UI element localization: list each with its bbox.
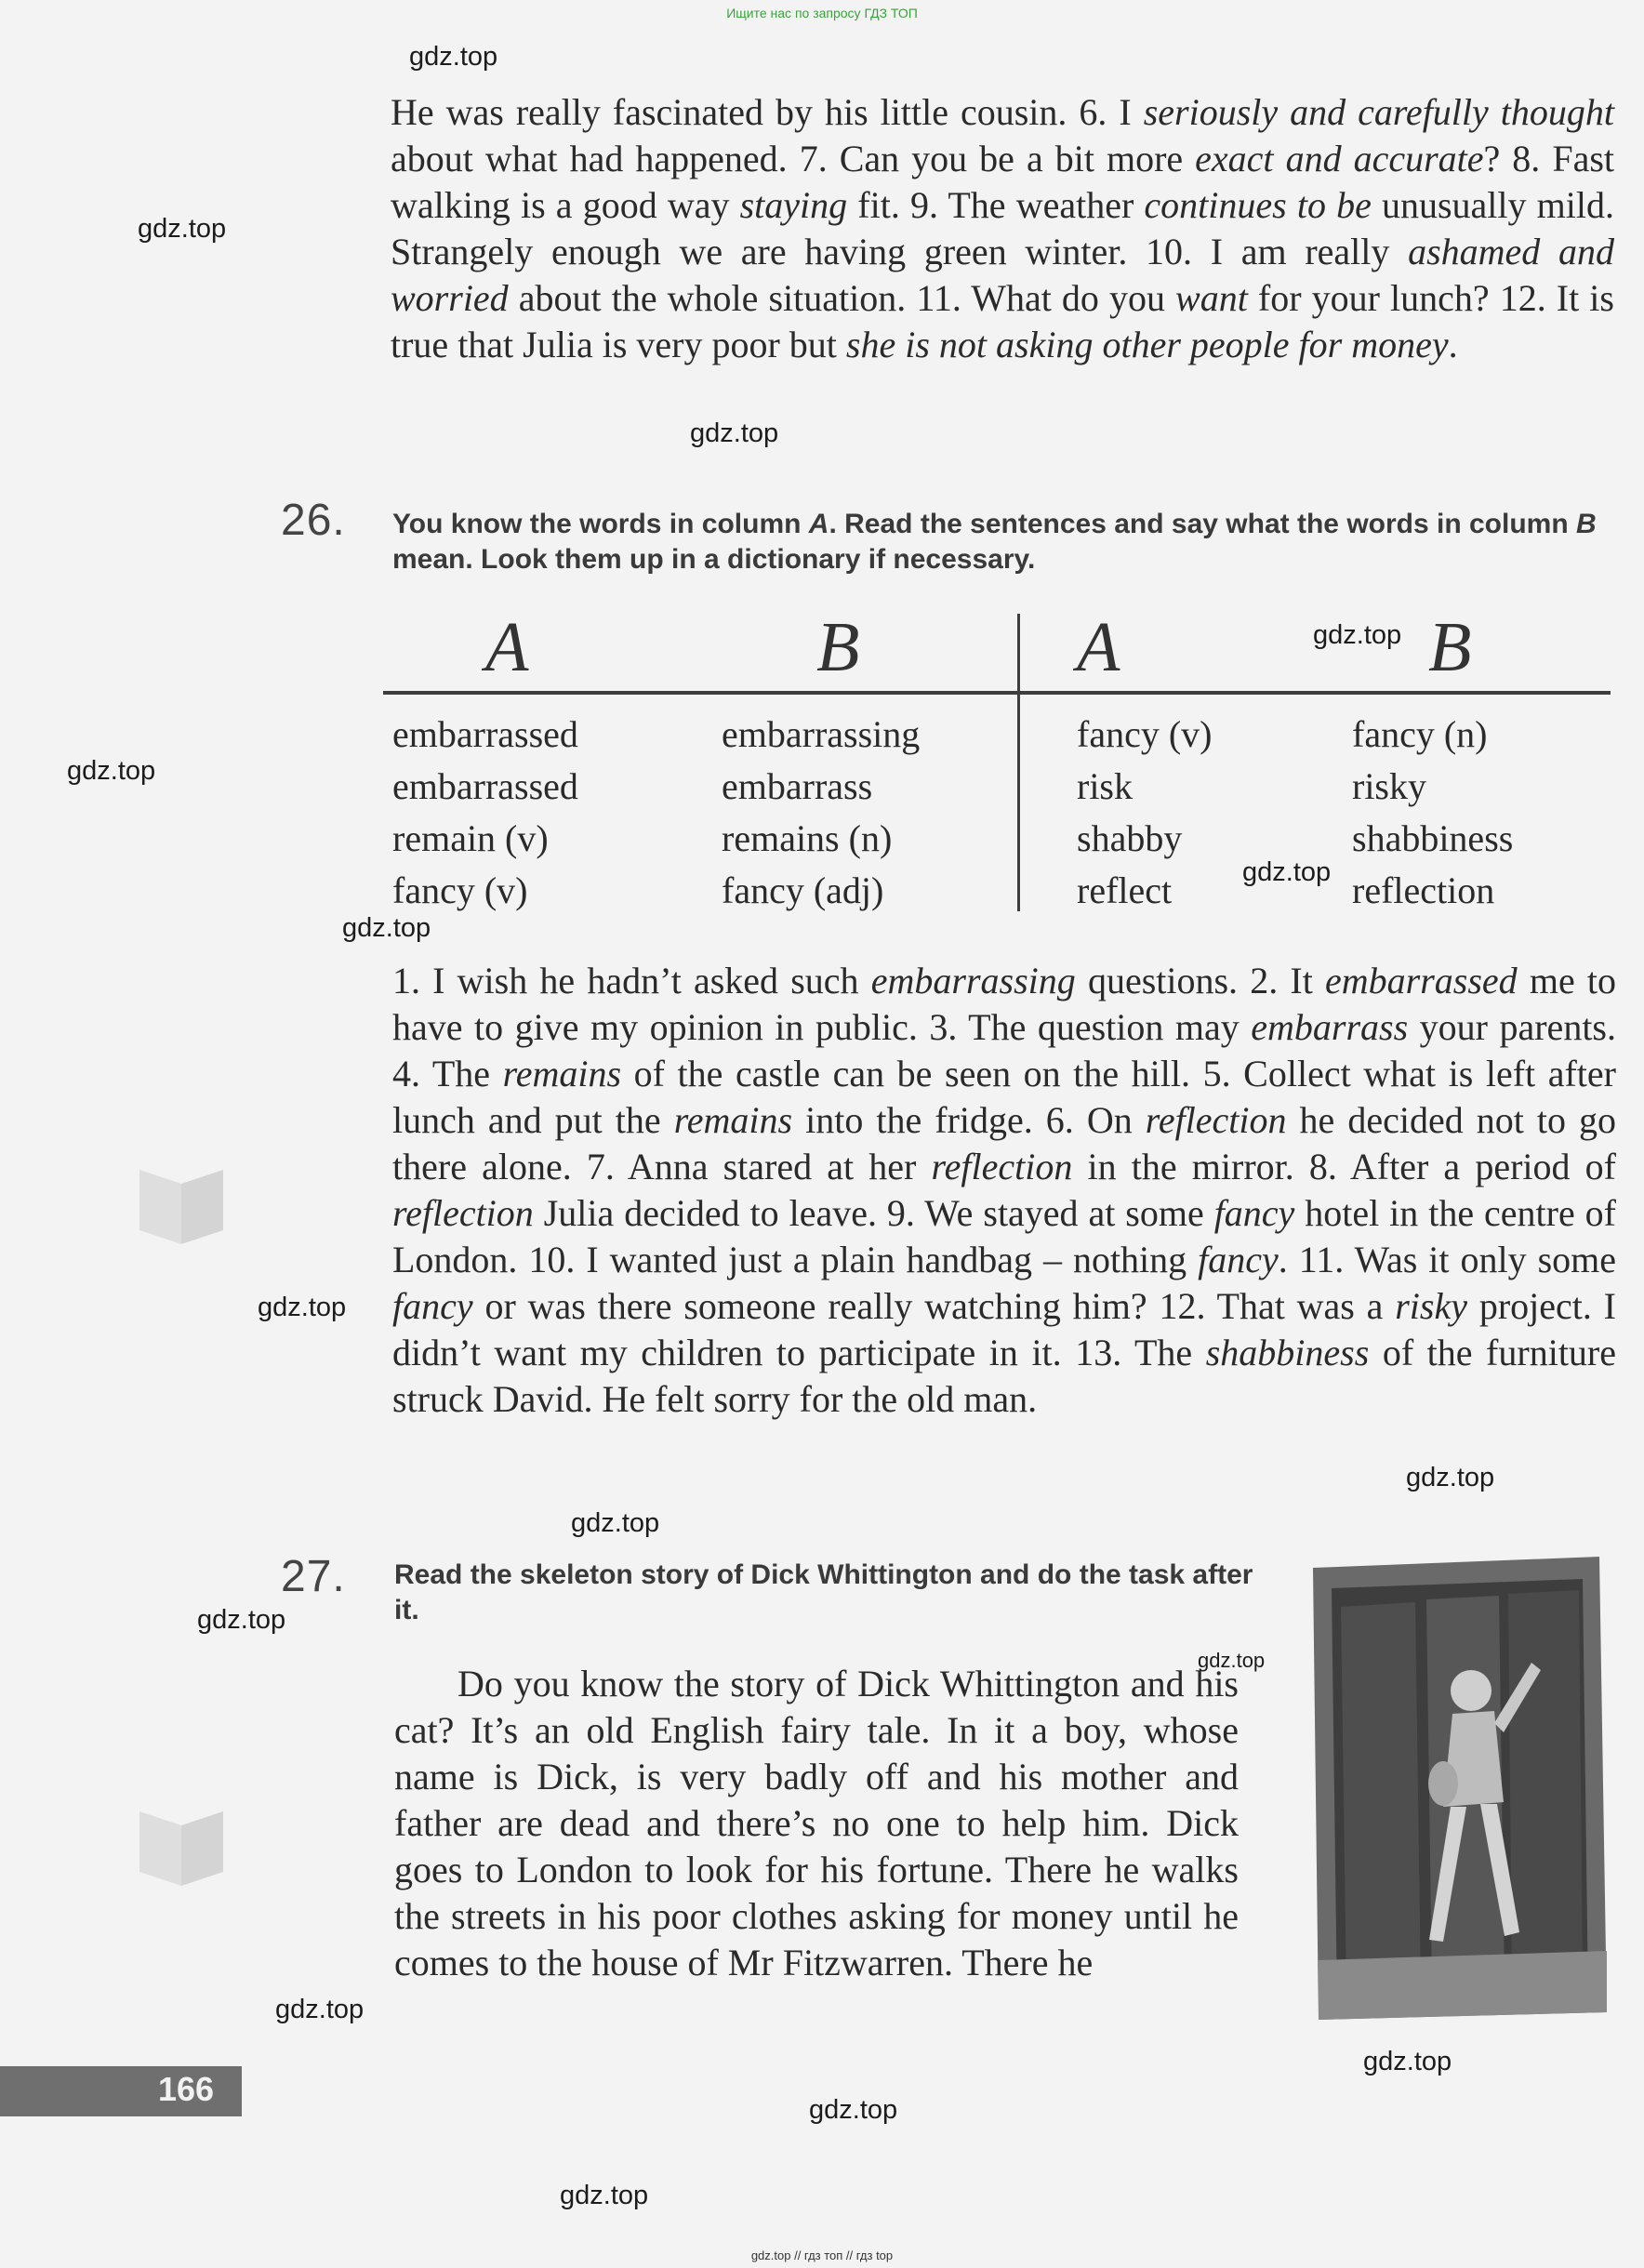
watermark: gdz.top xyxy=(1406,1463,1495,1492)
watermark: gdz.top xyxy=(138,214,227,244)
watermark: gdz.top xyxy=(1198,1649,1266,1672)
exercise-26-sentences xyxy=(392,958,1616,1423)
table-cell: embarrassing xyxy=(722,713,921,755)
text-run: fit. 9. The weather xyxy=(847,184,1145,226)
table-cell: remains (n) xyxy=(722,817,893,859)
column-header-b1: B xyxy=(816,608,860,686)
exercise-26-number: 26. xyxy=(281,496,346,545)
exercise-27-story: Do you know the story of Dick Whittington and his cat? It’s an old English fairy tale. In it a boy, whose name is Dick, is very badly off and his mother and father are dead and there’s no one to help him. Dick goes to London to look for his fortune. There he walks the streets in his poor clothes asking for money until he comes to the house of Mr Fitzwarren. There he xyxy=(394,1663,1239,1983)
text-run: . Read the sentences and say what the words in column xyxy=(829,509,1576,539)
text-run: about what had happened. 7. Can you be a bit more xyxy=(391,138,1196,179)
text-run: for your lunch? 12. It is true that Julia is very poor but xyxy=(391,277,1614,365)
exercise-27-number: 27. xyxy=(281,1552,346,1601)
italic-phrase: reflection xyxy=(931,1146,1073,1187)
text-run: project. I didn’t want my children to participate in it. 13. The xyxy=(392,1285,1616,1373)
table-cell: fancy (v) xyxy=(392,869,528,911)
italic-phrase: reflection xyxy=(392,1192,534,1234)
italic-phrase: embarrass xyxy=(1251,1006,1409,1048)
watermark: gdz.top xyxy=(275,1995,365,2024)
italic-phrase: B xyxy=(1576,509,1597,539)
watermark: gdz.top xyxy=(409,42,498,72)
bottom-banner: gdz.top // гдз топ // гдз top xyxy=(750,2248,894,2262)
italic-phrase: staying xyxy=(739,184,848,226)
italic-phrase: want xyxy=(1175,277,1248,319)
top-banner: Ищите нас по запросу ГДЗ ТОП xyxy=(726,6,918,20)
text-run: your parents. 4. The xyxy=(392,1006,1616,1094)
italic-phrase: remains xyxy=(502,1053,622,1094)
watermark: gdz.top xyxy=(560,2181,649,2210)
text-run: . xyxy=(1448,324,1458,365)
page-number: 166 xyxy=(158,2070,215,2108)
book-icon xyxy=(130,1151,232,1253)
table-cell: embarrassed xyxy=(392,765,578,807)
table-cell: shabby xyxy=(1077,817,1183,859)
table-cell: remain (v) xyxy=(392,817,549,859)
watermark: gdz.top xyxy=(67,756,156,786)
italic-phrase: seriously and carefully thought xyxy=(1143,91,1614,133)
italic-phrase: shabbiness xyxy=(1205,1332,1370,1373)
watermark: gdz.top xyxy=(197,1605,286,1635)
watermark: gdz.top xyxy=(1242,857,1332,887)
watermark: gdz.top xyxy=(690,418,779,448)
table-cell: risk xyxy=(1077,765,1133,807)
text-run: Julia decided to leave. 9. We stayed at some xyxy=(533,1192,1214,1234)
table-horizontal-rule xyxy=(383,691,1611,695)
table-cell: shabbiness xyxy=(1352,817,1514,859)
text-run: ? 8. Fast walking is a good way xyxy=(391,138,1614,226)
text-run: or was there someone really watching him? 12. That was a xyxy=(472,1285,1396,1327)
italic-phrase: exact and accurate xyxy=(1195,138,1484,179)
watermark: gdz.top xyxy=(258,1293,347,1322)
column-header-b2: B xyxy=(1428,608,1472,686)
table-cell: reflection xyxy=(1352,869,1495,911)
text-run: mean. Look them up in a dictionary if necessary. xyxy=(392,544,1036,575)
italic-phrase: fancy xyxy=(392,1285,473,1327)
table-cell: fancy (v) xyxy=(1077,713,1213,755)
table-cell: fancy (adj) xyxy=(722,869,884,911)
italic-phrase: embarrassed xyxy=(1325,960,1518,1001)
exercise-26-instruction xyxy=(392,507,1612,577)
watermark: gdz.top xyxy=(1313,620,1402,650)
text-run: in the mirror. 8. After a period of xyxy=(1072,1146,1616,1187)
table-cell: fancy (n) xyxy=(1352,713,1488,755)
watermark: gdz.top xyxy=(1363,2047,1452,2076)
italic-phrase: A xyxy=(808,509,829,539)
italic-phrase: embarrassing xyxy=(870,960,1076,1001)
text-run: . 11. Was it only some xyxy=(1278,1239,1617,1280)
italic-phrase: continues to be xyxy=(1144,184,1372,226)
italic-phrase: remains xyxy=(673,1099,793,1141)
column-header-a2: A xyxy=(1077,608,1120,686)
text-run: hotel in the centre of London. 10. I wanted just a plain handbag – nothing xyxy=(392,1192,1616,1280)
table-cell: embarrass xyxy=(722,765,873,807)
italic-phrase: ashamed and worried xyxy=(391,231,1614,319)
italic-phrase: fancy xyxy=(1213,1192,1295,1234)
table-cell: embarrassed xyxy=(392,713,578,755)
text-run: unusually mild. Strangely enough we are having green winter. 10. I am really xyxy=(391,184,1615,272)
watermark: gdz.top xyxy=(809,2095,898,2125)
column-header-a1: A xyxy=(485,608,529,686)
text-run: he decided not to go there alone. 7. Anna stared at her xyxy=(392,1099,1616,1187)
watermark: gdz.top xyxy=(342,913,431,943)
watermark: gdz.top xyxy=(571,1508,660,1538)
table-cell: reflect xyxy=(1077,869,1173,911)
text-run: 1. I wish he hadn’t asked such xyxy=(392,960,871,1001)
text-run: questions. 2. It xyxy=(1075,960,1326,1001)
text-run: He was really fascinated by his little cousin. 6. I xyxy=(391,91,1144,133)
text-run: into the fridge. 6. On xyxy=(792,1099,1146,1141)
italic-phrase: risky xyxy=(1395,1285,1467,1327)
book-icon xyxy=(130,1793,232,1895)
table-vertical-rule xyxy=(1017,614,1020,911)
italic-phrase: reflection xyxy=(1145,1099,1287,1141)
dick-whittington-illustration xyxy=(1304,1551,1612,2025)
table-cell: risky xyxy=(1352,765,1426,807)
text-run: about the whole situation. 11. What do you xyxy=(508,277,1176,319)
text-run: of the furniture struck David. He felt sorry for the old man. xyxy=(392,1332,1617,1420)
text-run: me to have to give my opinion in public. 3. The question may xyxy=(392,960,1617,1048)
italic-phrase: fancy xyxy=(1198,1239,1279,1280)
text-run: of the castle can be seen on the hill. 5. Collect what is left after lunch and put the xyxy=(392,1053,1616,1141)
previous-exercise-text xyxy=(391,89,1614,368)
italic-phrase: she is not asking other people for money xyxy=(845,324,1449,365)
exercise-27-instruction: Read the skeleton story of Dick Whittington and do the task after it. xyxy=(394,1559,1253,1625)
text-run: You know the words in column xyxy=(392,509,809,539)
